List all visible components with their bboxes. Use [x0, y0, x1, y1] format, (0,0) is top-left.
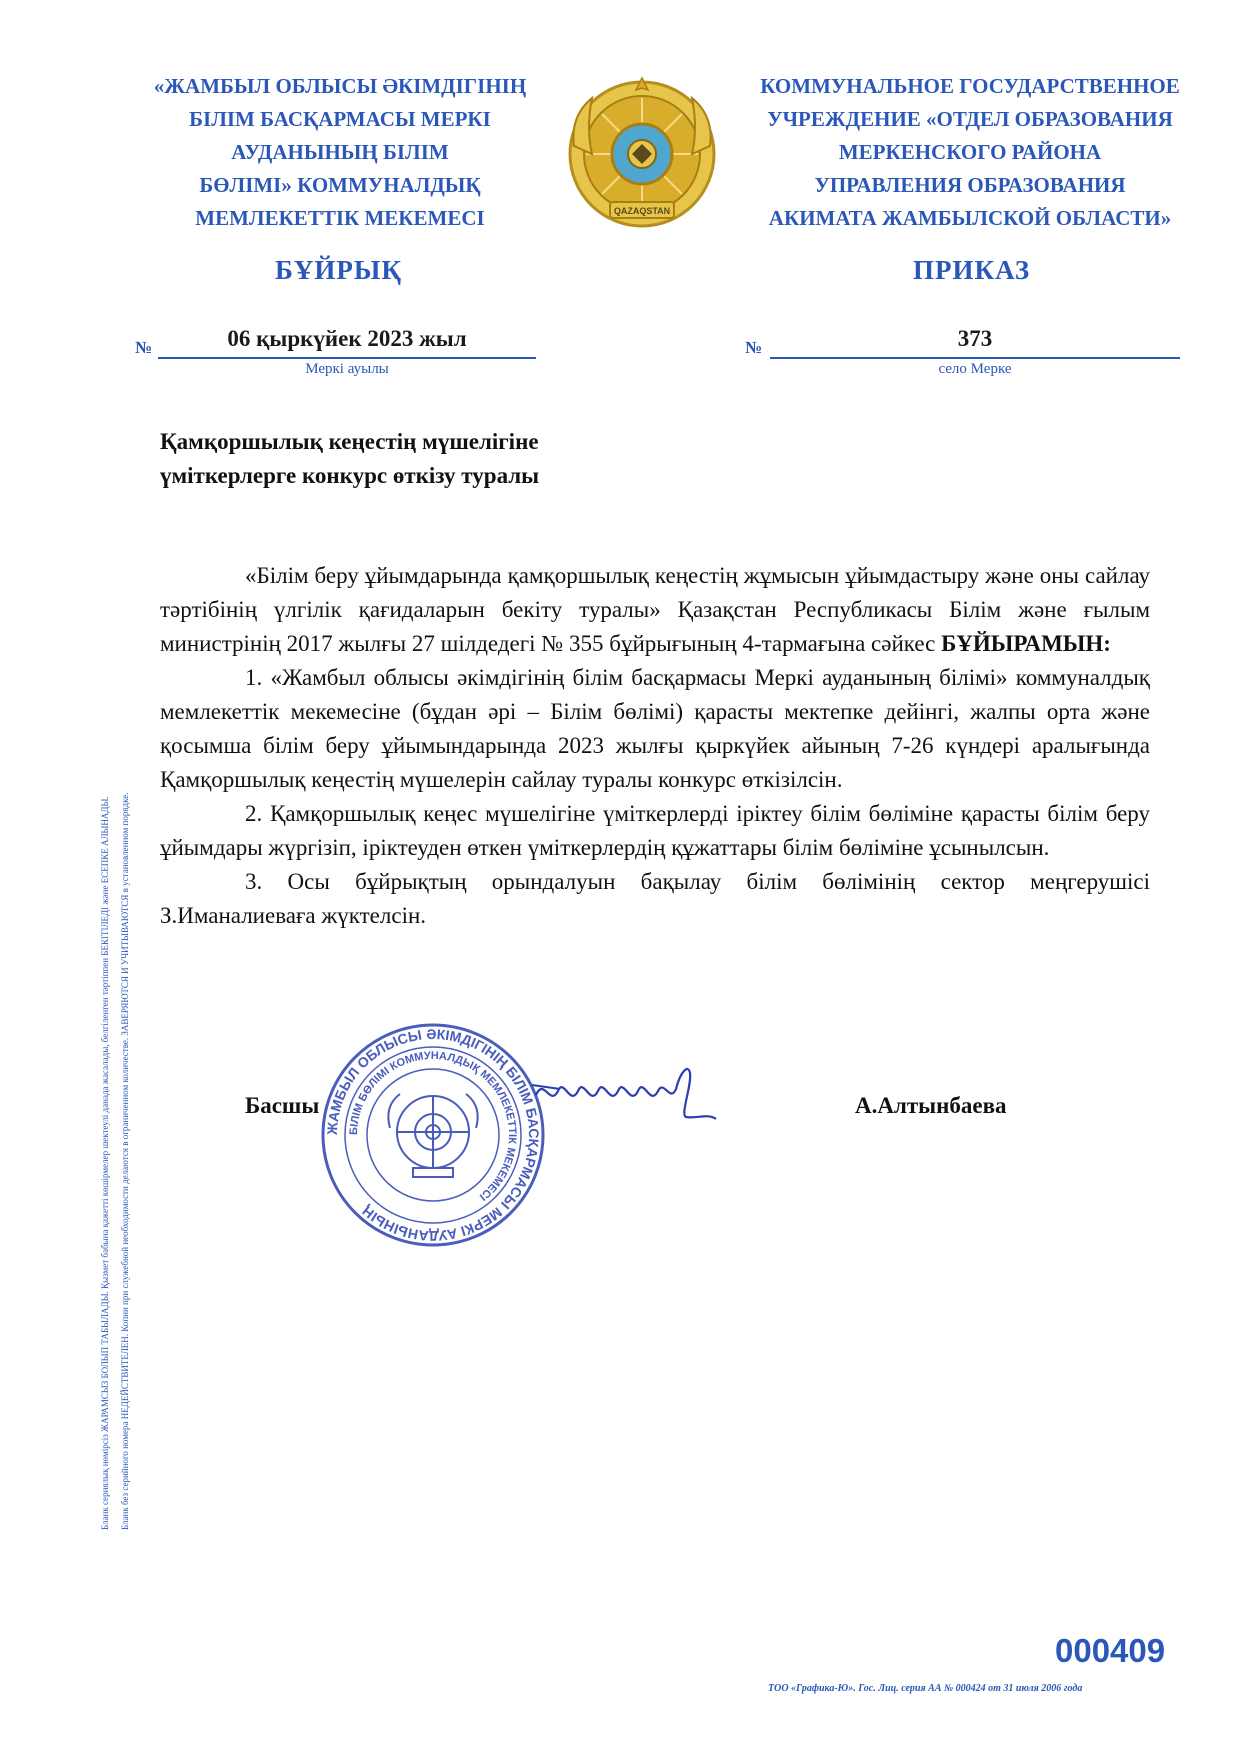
- order-subject: [160, 425, 539, 493]
- header-kz-line: БІЛІМ БАСҚАРМАСЫ МЕРКІ: [189, 107, 491, 131]
- side-note-kz: Бланк сериялық нөмірсіз ЖАРАМСЫЗ БОЛЫП ТАБЫЛАДЫ. Қызмет бабына қажетті көшірмелер шектеулі данада жасалады, белгіленген тәртіппен БЕКІТІЛЕДІ және ЕСЕПКЕ АЛЫНАДЫ.: [100, 796, 110, 1530]
- order-date: 06 қыркүйек 2023 жыл: [227, 326, 467, 351]
- header-ru-line: МЕРКЕНСКОГО РАЙОНА: [838, 140, 1102, 164]
- header-kazakh: [120, 70, 560, 235]
- header-kz-line: «ЖАМБЫЛ ОБЛЫСЫ ӘКІМДІГІНІҢ: [153, 74, 527, 98]
- subject-line: үміткерлерге конкурс өткізу туралы: [160, 463, 540, 488]
- document-title-kz: БҰЙРЫҚ: [275, 255, 402, 285]
- order-item: 3. Осы бұйрықтың орындалуын бақылау білім бөлімінің сектор меңгерушісі З.Иманалиеваға жүктелсін.: [160, 869, 1150, 928]
- number-sign-kz: №: [135, 338, 153, 357]
- header-ru-line: КОММУНАЛЬНОЕ ГОСУДАРСТВЕННОЕ: [760, 74, 1180, 98]
- number-sign-ru: №: [745, 338, 763, 357]
- blank-serial-number: 000409: [1055, 1632, 1166, 1669]
- order-item: 1. «Жамбыл облысы әкімдігінің білім басқармасы Меркі ауданының білімі» коммуналдық мемлекеттік мекемесіне (бұдан әрі – Білім бөлімі) қарасты мектепке дейінгі, жалпы орта және қосымша білім беру ұйымындарында 2023 жылғы қыркүйек айының 7-26 күндері аралығында Қамқоршылық кеңестің мүшелерін сайлау туралы конкурс өткізілсін.: [160, 665, 1150, 792]
- emblem-ribbon-text: QAZAQSTAN: [613, 206, 671, 216]
- order-word: БҰЙЫРАМЫН:: [941, 631, 1111, 656]
- header-ru-line: УПРАВЛЕНИЯ ОБРАЗОВАНИЯ: [814, 173, 1126, 197]
- handwritten-signature: [530, 1055, 720, 1135]
- date-underline: [158, 357, 536, 359]
- stamp-emblem-icon: [388, 1094, 477, 1177]
- stamp-outer-text: ЖАМБЫЛ ОБЛЫСЫ ӘКІМДІГІНІҢ БІЛІМ БАСҚАРМАСЫ МЕРКІ АУДАНЫНЫҢ: [323, 1025, 543, 1245]
- order-body: [160, 559, 1150, 933]
- place-ru: село Мерке: [938, 361, 1012, 377]
- signatory-name: А.Алтынбаева: [855, 1093, 1007, 1118]
- header-russian: [735, 70, 1205, 235]
- order-intro-paragraph: [160, 559, 1150, 661]
- header-kz-line: БӨЛІМІ» КОММУНАЛДЫҚ: [199, 173, 481, 197]
- order-number: 373: [957, 326, 993, 351]
- header-ru-line: АКИМАТА ЖАМБЫЛСКОЙ ОБЛАСТИ»: [768, 206, 1172, 230]
- header-kz-line: АУДАНЫНЫҢ БІЛІМ: [231, 140, 449, 164]
- document-title-ru: ПРИКАЗ: [913, 255, 1031, 285]
- header-kz-line: МЕМЛЕКЕТТІК МЕКЕМЕСІ: [195, 206, 485, 230]
- signatory-position: Басшы: [245, 1093, 320, 1118]
- subject-line: Қамқоршылық кеңестің мүшелігіне: [160, 429, 539, 454]
- intro-text: «Білім беру ұйымдарында қамқоршылық кеңестің жұмысын ұйымдастыру және оны сайлау тәртібінің үлгілік қағидаларын бекіту туралы» Қазақстан Республикасы Білім және ғылым министрінің 2017 жылғы 27 шілдедегі № 355 бұйрығының 4-тармағына сәйкес: [160, 563, 1150, 656]
- stamp-inner-text: БІЛІМ БӨЛІМІ КОММУНАЛДЫҚ МЕМЛЕКЕТТІК МЕКЕМЕСІ: [347, 1049, 519, 1203]
- place-kz: Меркі ауылы: [305, 361, 389, 377]
- order-item: 2. Қамқоршылық кеңес мүшелігіне үміткерлерді іріктеу білім бөліміне қарасты білім беру ұйымдары жүргізіп, іріктеуден өткен үміткерлердің құжаттары білім бөліміне ұсынылсын.: [160, 801, 1150, 860]
- state-emblem-icon: [562, 76, 722, 236]
- number-underline: [770, 357, 1180, 359]
- header-ru-line: УЧРЕЖДЕНИЕ «ОТДЕЛ ОБРАЗОВАНИЯ: [767, 107, 1173, 131]
- side-note-ru: Бланк без серийного номера НЕДЕЙСТВИТЕЛЕН. Копии при служебной необходимости делаются в ограниченном количестве. ЗАВЕРЯЮТСЯ И УЧИТЫВАЮТСЯ в установленном порядке.: [120, 792, 130, 1530]
- printer-footer: ТОО «Графика-Ю». Гос. Лиц. серия АА № 000424 от 31 июля 2006 года: [768, 1683, 1083, 1694]
- official-stamp: [318, 1020, 548, 1250]
